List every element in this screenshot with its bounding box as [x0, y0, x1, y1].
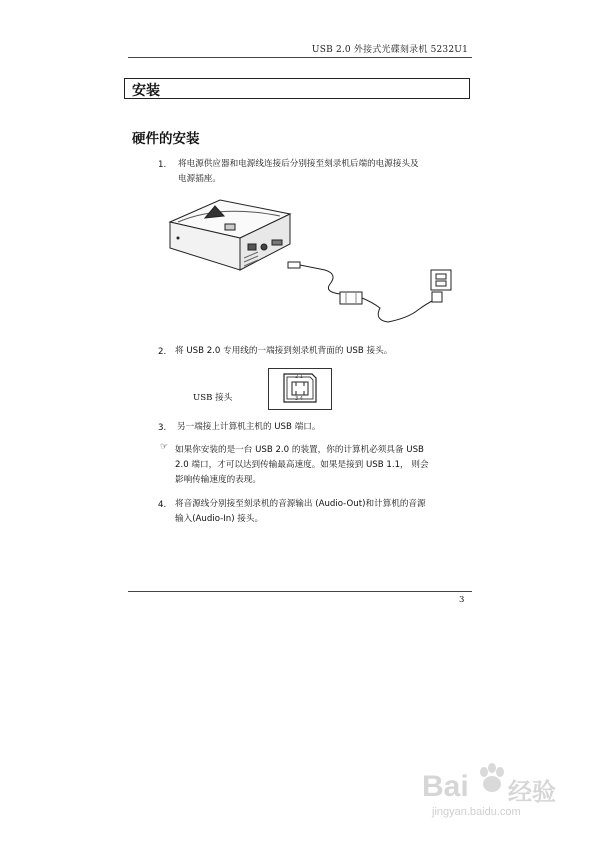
usb-pins-bottom: 3 4	[295, 396, 303, 402]
step-4-number: 4.	[158, 500, 167, 510]
section-title-box	[124, 78, 470, 99]
watermark-url: jingyan.baidu.com	[432, 806, 521, 818]
watermark-brand: Bai	[422, 770, 469, 803]
note-line1: 如果你安装的是一台 USB 2.0 的装置，你的计算机必须具备 USB	[175, 445, 424, 455]
note-line3: 影响传输速度的表现。	[175, 475, 261, 485]
header-rule	[128, 57, 472, 58]
step-4-text-line2: 输入(Audio-In) 接头。	[175, 514, 264, 524]
step-4-text-line1: 将音源线分别接至刻录机的音源输出 (Audio-Out)和计算机的音源	[175, 499, 426, 509]
usb-pins-top: 2 1	[295, 374, 303, 380]
step-2-text: 将 USB 2.0 专用线的一端接到刻录机背面的 USB 接头。	[175, 346, 393, 356]
subsection-heading: 硬件的安装	[132, 131, 200, 147]
step-1-text-line1: 将电源供应器和电源线连接后分别接至刻录机后端的电源接头及	[178, 159, 419, 169]
section-title: 安装	[132, 83, 160, 99]
paw-logo-icon	[474, 760, 510, 796]
note-hand-icon: ☞	[160, 442, 169, 452]
step-2-number: 2.	[158, 347, 167, 357]
running-header: USB 2.0 外接式光碟刻录机 5232U1	[311, 45, 468, 55]
note-line2: 2.0 端口，才可以达到传输最高速度。如果是接到 USB 1.1， 则会	[175, 460, 429, 470]
drive-connection-illustration	[160, 192, 460, 342]
step-1-text-line2: 电源插座。	[178, 174, 221, 184]
step-3-text: 另一端接上计算机主机的 USB 端口。	[177, 422, 321, 432]
page-number: 3	[459, 595, 465, 605]
step-1-number: 1.	[158, 160, 167, 170]
usb-connector-label: USB 接头	[193, 393, 233, 403]
watermark-brand-cn: 经验	[508, 778, 556, 806]
footer-rule	[128, 591, 472, 592]
step-3-number: 3.	[158, 423, 167, 433]
